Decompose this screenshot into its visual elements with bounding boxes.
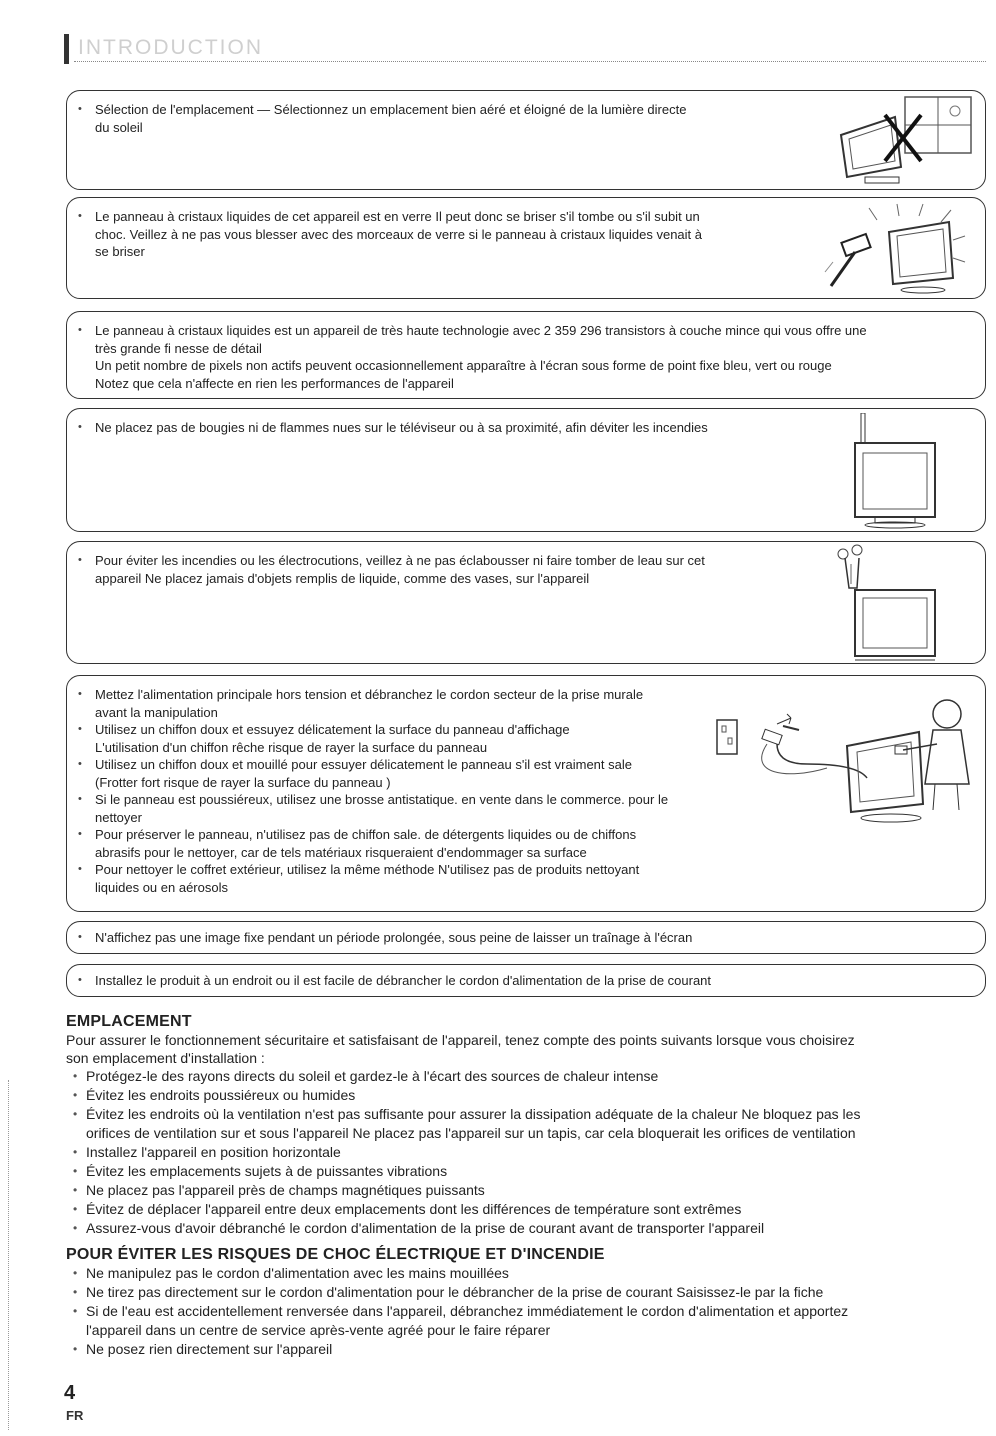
text-line: • Pour préserver le panneau, n'utilisez pas de chiffon sale. de détergents liquides ou de chiffons — [95, 827, 637, 842]
text-line: • Évitez les endroits poussiéreux ou humides — [86, 1087, 356, 1103]
notice-box-power-plug — [66, 964, 986, 997]
text-line: • Ne placez pas l'appareil près de champs magnétiques puissants — [86, 1182, 485, 1198]
text-line: • Évitez de déplacer l'appareil entre deux emplacements dont les différences de température sont extrêmes — [86, 1201, 742, 1217]
list-item — [66, 1219, 976, 1238]
text-line: L'utilisation d'un chiffon rêche risque de rayer la surface du panneau — [95, 739, 488, 755]
text-line: • Si le panneau est poussiéreux, utilisez une brosse antistatique. en vente dans le commerce. pour le — [95, 792, 669, 807]
notice-item — [67, 552, 827, 587]
header-bar — [64, 34, 69, 64]
notice-item — [67, 101, 827, 136]
text-line: • Pour nettoyer le coffret extérieur, utilisez la même méthode N'utilisez pas de produits nettoyant — [95, 862, 640, 877]
list-item — [66, 1340, 976, 1359]
notice-box-pixels — [66, 311, 986, 399]
text-line: l'appareil dans un centre de service après-vente agréé pour le faire réparer — [86, 1322, 551, 1338]
notice-item — [67, 208, 827, 261]
list-item — [66, 1162, 976, 1181]
notice-box-water — [66, 541, 986, 664]
section-header — [64, 30, 986, 66]
text-line: • Mettez l'alimentation principale hors tension et débranchez le cordon secteur de la prise murale — [95, 687, 644, 702]
list-item — [67, 756, 767, 791]
text-line: • Si de l'eau est accidentellement renversée dans l'appareil, débranchez immédiatement le cordon d'alimentation et apportez — [86, 1303, 849, 1319]
list-item — [67, 826, 767, 861]
text-line: • Installez le produit à un endroit ou il est facile de débrancher le cordon d'alimentation de la prise de courant — [95, 973, 712, 988]
list-item — [67, 721, 767, 756]
tv-candle-illustration — [847, 413, 943, 529]
electric-shock-section — [66, 1246, 976, 1359]
text-line: • Pour éviter les incendies ou les électrocutions, veillez à ne pas éclabousser ni faire tomber de leau sur cet — [95, 553, 705, 568]
page-title: INTRODUCTION — [78, 36, 263, 59]
text-line: • Ne manipulez pas le cordon d'alimentation avec les mains mouillées — [86, 1265, 509, 1281]
emplacement-heading: EMPLACEMENT — [66, 1013, 192, 1030]
list-item — [67, 861, 767, 896]
tv-vase-illustration — [827, 544, 947, 662]
notice-box-location — [66, 90, 986, 190]
list-item — [67, 686, 767, 721]
list-item — [66, 1200, 976, 1219]
notice-box-still-image — [66, 921, 986, 954]
list-item — [67, 791, 767, 826]
text-line: • Le panneau à cristaux liquides de cet appareil est en verre Il peut donc se briser s'il tombe ou s'il subit un — [95, 209, 700, 224]
emplacement-list — [66, 1067, 976, 1238]
electric-shock-list — [66, 1264, 976, 1359]
text-line: • Le panneau à cristaux liquides est un appareil de très haute technologie avec 2 359 296 transistors à couche mince qui vous offre une — [95, 323, 867, 338]
list-item — [66, 1105, 976, 1143]
page-number: 4 — [64, 1382, 76, 1404]
margin-rule — [8, 1080, 9, 1430]
electric-shock-heading: POUR ÉVITER LES RISQUES DE CHOC ÉLECTRIQUE ET D'INCENDIE — [66, 1246, 605, 1263]
notice-box-glass-panel — [66, 197, 986, 299]
list-item — [66, 1264, 976, 1283]
text-line: • Ne posez rien directement sur l'appareil — [86, 1341, 333, 1357]
text-line: abrasifs pour le nettoyer, car de tels matériaux risqueraient d'endommager sa surface — [95, 844, 587, 860]
notice-box-candles — [66, 408, 986, 532]
text-line: orifices de ventilation sur et sous l'appareil Ne placez pas l'appareil sur un tapis, car cela bloquerait les orifices de ventilation — [86, 1125, 856, 1141]
text-line: • Sélection de l'emplacement — Sélectionnez un emplacement bien aéré et éloigné de la lumière directe — [95, 102, 687, 117]
text-line: du soleil — [95, 119, 143, 135]
emplacement-section — [66, 1013, 976, 1238]
text-line: • Assurez-vous d'avoir débranché le cordon d'alimentation de la prise de courant avant de transporter l'appareil — [86, 1220, 765, 1236]
text-line: nettoyer — [95, 809, 142, 825]
text-line: très grande fi nesse de détail — [95, 340, 262, 356]
text-line: • Installez l'appareil en position horizontale — [86, 1144, 341, 1160]
notice-item — [67, 419, 827, 437]
text-line: Pour assurer le fonctionnement sécuritaire et satisfaisant de l'appareil, tenez compte des points suivants lorsque vous choisirez — [66, 1032, 855, 1048]
list-item — [66, 1181, 976, 1200]
text-line: • Évitez les endroits où la ventilation n'est pas suffisante pour assurer la dissipation adéquate de la chaleur Ne bloquez pas les — [86, 1106, 861, 1122]
text-line: • Protégez-le des rayons directs du soleil et gardez-le à l'écart des sources de chaleur intense — [86, 1068, 659, 1084]
text-line: • N'affichez pas une image fixe pendant un période prolongée, sous peine de laisser un traînage à l'écran — [95, 930, 693, 945]
cleaning-list — [67, 686, 767, 896]
notice-item — [67, 322, 977, 392]
header-rule — [74, 61, 986, 62]
language-label: FR — [66, 1408, 84, 1423]
text-line: liquides ou en aérosols — [95, 879, 228, 895]
text-line: • Ne placez pas de bougies ni de flammes nues sur le téléviseur ou à sa proximité, afin déviter les incendies — [95, 420, 708, 435]
text-line: avant la manipulation — [95, 704, 218, 720]
text-line: (Frotter fort risque de rayer la surface du panneau ) — [95, 774, 391, 790]
text-line: • Ne tirez pas directement sur le cordon d'alimentation pour le débrancher de la prise de courant Saisissez-le par la fiche — [86, 1284, 824, 1300]
notice-item — [67, 929, 967, 947]
notice-box-cleaning — [66, 675, 986, 912]
list-item — [66, 1086, 976, 1105]
text-line: choc. Veillez à ne pas vous blesser avec des morceaux de verre si le panneau à cristaux liquides venait à — [95, 226, 703, 242]
emplacement-intro — [66, 1031, 976, 1067]
broken-screen-illustration — [819, 202, 975, 294]
tv-sunlight-illustration — [835, 95, 975, 187]
notice-item — [67, 972, 967, 990]
text-line: son emplacement d'installation : — [66, 1050, 265, 1066]
list-item — [66, 1143, 976, 1162]
list-item — [66, 1283, 976, 1302]
text-line: • Utilisez un chiffon doux et essuyez délicatement la surface du panneau d'affichage — [95, 722, 570, 737]
text-line: se briser — [95, 244, 145, 259]
text-line: Notez que cela n'affecte en rien les performances de l'appareil — [95, 375, 454, 391]
list-item — [66, 1302, 976, 1340]
text-line: appareil Ne placez jamais d'objets remplis de liquide, comme des vases, sur l'appareil — [95, 570, 590, 586]
text-line: • Utilisez un chiffon doux et mouillé pour essuyer délicatement le panneau s'il est vraiment sale — [95, 757, 632, 772]
text-line: • Évitez les emplacements sujets à de puissantes vibrations — [86, 1163, 448, 1179]
cleaning-illustration — [707, 694, 983, 834]
list-item — [66, 1067, 976, 1086]
text-line: Un petit nombre de pixels non actifs peuvent occasionnellement apparaître à l'écran sous forme de point fixe bleu, vert ou rouge — [95, 358, 832, 373]
